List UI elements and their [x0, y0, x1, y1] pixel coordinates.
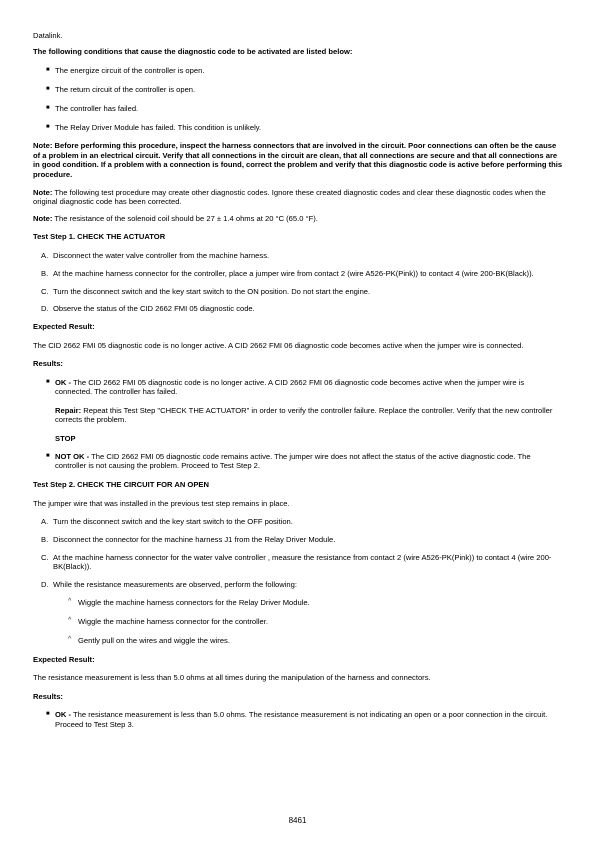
step-item: A. Turn the disconnect switch and the key start switch to the OFF position.	[41, 517, 293, 527]
note-paragraph: Note: The following test procedure may create other diagnostic codes. Ignore these created diagnostic codes and clear these diagnostic codes when the original diagnostic code has been corrected.	[33, 188, 546, 207]
bullet-icon: ■	[46, 123, 50, 130]
sub-list-item: ^ Gently pull on the wires and wiggle the wires.	[68, 636, 230, 646]
step2-title: Test Step 2. CHECK THE CIRCUIT FOR AN OPEN	[33, 480, 209, 490]
step-item: D. While the resistance measurements are observed, perform the following:	[41, 580, 297, 590]
page-number: 8461	[288, 816, 307, 825]
repair-instruction: Repair: Repeat this Test Step "CHECK THE ACTUATOR" in order to verify the controller failure. Replace the controller. Verify that the new controller corrects the problem.	[55, 405, 553, 425]
expected-result-text: The CID 2662 FMI 05 diagnostic code is no longer active. A CID 2662 FMI 06 diagnostic code becomes active when the jumper wire is connected.	[33, 340, 524, 350]
list-item: ■ The energize circuit of the controller is open.	[46, 65, 205, 75]
caret-icon: ^	[68, 636, 72, 644]
list-item: ■ The return circuit of the controller is open.	[46, 84, 196, 94]
list-item: ■ The Relay Driver Module has failed. This condition is unlikely.	[46, 122, 262, 132]
sub-list-item: ^ Wiggle the machine harness connectors for the Relay Driver Module.	[68, 598, 310, 608]
stop-label: STOP	[55, 433, 76, 443]
step-item: B. Disconnect the connector for the machine harness J1 from the Relay Driver Module.	[41, 535, 336, 545]
step1-title: Test Step 1. CHECK THE ACTUATOR	[33, 232, 166, 242]
expected-result-text: The resistance measurement is less than 5.0 ohms at all times during the manipulation of the harness and connectors.	[33, 673, 431, 683]
intro-text: Datalink.	[33, 31, 63, 40]
result-ok: ■ OK - The resistance measurement is less than 5.0 ohms. The resistance measurement is not indicating an open or a poor connection in the circuit. Proceed to Test Step 3.	[46, 710, 548, 729]
results-label: Results:	[33, 691, 63, 701]
list-item: ■ The controller has failed.	[46, 103, 139, 113]
sub-list-item: ^ Wiggle the machine harness connector for the controller.	[68, 617, 268, 627]
results-label: Results:	[33, 359, 63, 369]
bullet-icon: ■	[46, 104, 50, 111]
step2-intro: The jumper wire that was installed in the previous test step remains in place.	[33, 498, 290, 508]
conditions-list	[33, 66, 563, 132]
caret-icon: ^	[68, 617, 72, 625]
conditions-heading: The following conditions that cause the diagnostic code to be activated are listed below:	[33, 47, 353, 57]
step-item: C. Turn the disconnect switch and the key start switch to the ON position. Do not start the engine.	[41, 286, 371, 296]
result-ok: ■ OK - The CID 2662 FMI 05 diagnostic code is no longer active. A CID 2662 FMI 06 diagnostic code becomes active when the jumper wire is connected. The controller has failed.	[46, 377, 525, 396]
warning-note: Note: Before performing this procedure, inspect the harness connectors that are involved in the circuit. Poor connections can often be the cause of a problem in an electrical circuit. Verify that all connections in the circuit are clean, that all connections are secure and that all connections are in good condition. If a problem with a connection is found, correct the problem and verify that this diagnostic code is active before performing this procedure.	[33, 141, 563, 179]
step-item: A. Disconnect the water valve controller from the machine harness.	[41, 250, 270, 260]
expected-result-label: Expected Result:	[33, 322, 95, 332]
bullet-icon: ■	[46, 378, 50, 385]
bullet-icon: ■	[46, 85, 50, 92]
page-content	[33, 31, 563, 738]
bullet-icon: ■	[46, 453, 50, 460]
caret-icon: ^	[68, 598, 72, 606]
bullet-icon: ■	[46, 66, 50, 73]
note-paragraph: Note: The resistance of the solenoid coil should be 27 ± 1.4 ohms at 20 °C (65.0 °F).	[33, 213, 318, 223]
step-item: D. Observe the status of the CID 2662 FMI 05 diagnostic code.	[41, 304, 255, 314]
step-item: B. At the machine harness connector for the controller, place a jumper wire from contact 2 (wire A526-PK(Pink)) to contact 4 (wire 200-BK(Black)).	[41, 268, 534, 278]
expected-result-label: Expected Result:	[33, 654, 95, 664]
bullet-icon: ■	[46, 711, 50, 718]
step-item: C. At the machine harness connector for the water valve controller , measure the resistance from contact 2 (wire A526-PK(Pink)) to contact 4 (wire 200-BK(Black)).	[41, 553, 552, 572]
result-not-ok: ■ NOT OK - The CID 2662 FMI 05 diagnostic code remains active. The jumper wire does not affect the status of the active diagnostic code. The controller is not causing the problem. Proceed to Test Step 2.	[46, 452, 531, 471]
